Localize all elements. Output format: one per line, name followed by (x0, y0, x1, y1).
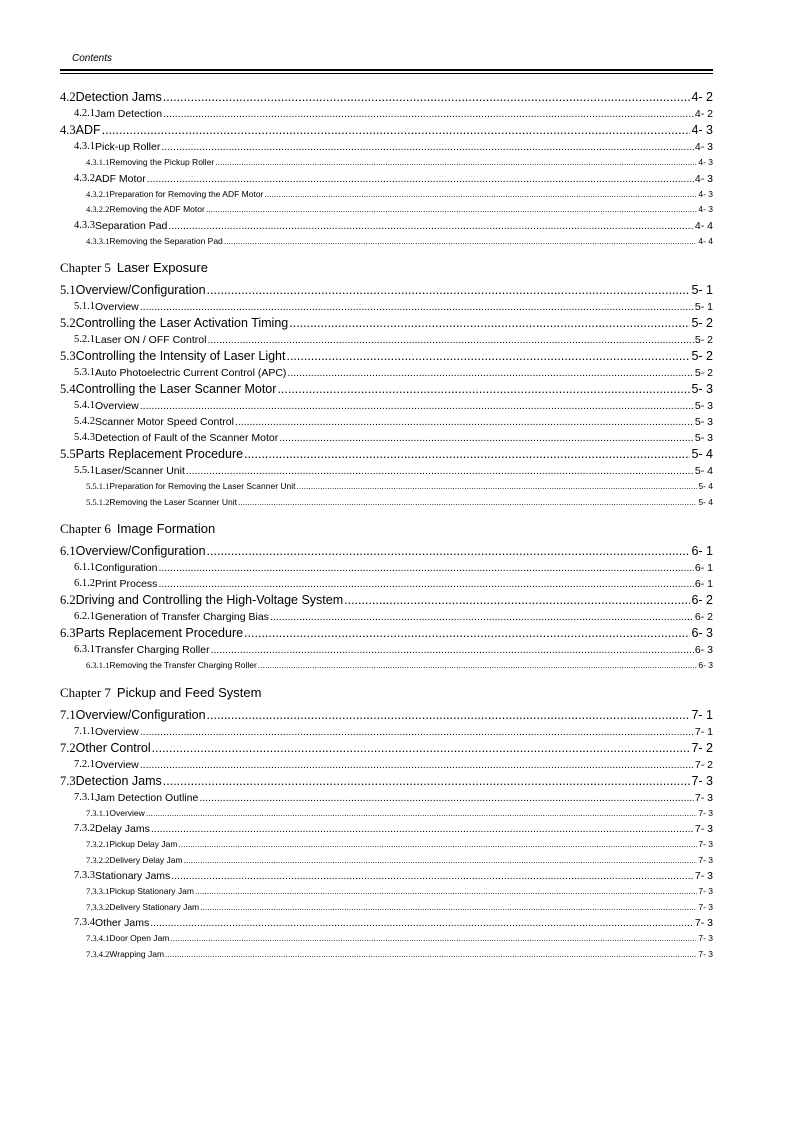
section-title: Laser/Scanner Unit (95, 465, 185, 477)
page-number: 7- 3 (698, 948, 713, 959)
page-number: 7- 2 (691, 740, 713, 755)
page-number: 6- 2 (691, 593, 713, 607)
section-title: Overview (109, 807, 145, 818)
dot-leader (207, 332, 693, 348)
section-title: Separation Pad (95, 219, 168, 232)
chapter-title: Pickup and Feed System (116, 684, 262, 700)
page-number: 4- 4 (698, 235, 713, 246)
dot-leader (186, 463, 694, 479)
section-number: 7.2.1 (74, 758, 95, 770)
section-number: 6.1.1 (74, 562, 95, 573)
dot-leader (102, 122, 691, 139)
dot-leader (244, 625, 690, 642)
section-number: 7.3.2 (74, 823, 95, 834)
section-number: 7.1.1 (74, 725, 95, 737)
section-title: Stationary Jams (95, 870, 171, 882)
header-rule-thin (60, 73, 713, 74)
dot-leader (238, 495, 697, 511)
toc-entry-level-2[interactable] (60, 868, 713, 884)
page-number: 6- 1 (694, 562, 713, 574)
section-number: 5.1.1 (74, 301, 95, 312)
dot-leader (146, 806, 698, 822)
section-number: 6.3.1 (74, 644, 95, 655)
page-number: 7- 3 (691, 773, 713, 788)
page-number: 7- 3 (698, 807, 713, 818)
dot-leader (279, 430, 694, 446)
section-title: Laser ON / OFF Control (95, 334, 207, 346)
toc-entry-level-2[interactable] (60, 365, 713, 381)
section-title: Preparation for Removing the ADF Motor (109, 188, 264, 199)
dot-leader (158, 576, 693, 592)
section-title: Controlling the Intensity of Laser Light (75, 349, 286, 363)
page-number: 5- 1 (691, 283, 713, 297)
chapter-heading (60, 520, 713, 538)
section-number: 5.4.2 (74, 416, 95, 427)
section-number: 5.5 (60, 447, 76, 461)
section-title: Auto Photoelectric Current Control (APC) (95, 367, 287, 379)
section-title: Delivery Stationary Jam (109, 901, 200, 912)
section-title: Preparation for Removing the Laser Scanner Unit (109, 481, 296, 491)
section-number: 7.3.2.1 (86, 839, 110, 849)
page-header-title: Contents (72, 53, 113, 64)
toc-entry-level-1[interactable] (60, 446, 713, 463)
toc-entry-level-3[interactable] (60, 884, 713, 900)
section-number: 7.3.3.2 (86, 901, 110, 912)
page-number: 5- 4 (698, 496, 713, 507)
toc-entry-level-3[interactable] (60, 837, 713, 853)
section-title: Detection Jams (75, 90, 162, 104)
section-number: 6.1 (60, 544, 76, 558)
section-title: Overview/Configuration (75, 544, 206, 558)
toc-entry-level-2[interactable] (60, 915, 713, 931)
toc-entry-level-1[interactable] (60, 707, 713, 724)
dot-leader (163, 89, 691, 106)
dot-leader (140, 757, 694, 773)
page-number: 7- 1 (694, 725, 713, 738)
section-number: 6.3.1.1 (86, 660, 110, 670)
page-number: 5- 2 (694, 334, 713, 346)
section-title: Overview (95, 758, 139, 771)
section-title: Overview (95, 400, 139, 412)
toc-entry-level-3[interactable] (60, 853, 713, 869)
toc-entry-level-3[interactable] (60, 479, 713, 495)
page-number: 6- 1 (691, 544, 713, 558)
section-title: Pick-up Roller (95, 141, 161, 153)
section-number: 4.3.3 (74, 219, 95, 231)
toc-entry-level-2[interactable] (60, 218, 713, 234)
section-number: 7.3.4 (74, 917, 95, 928)
toc-entry-level-3[interactable] (60, 931, 713, 947)
section-title: Delay Jams (95, 823, 150, 835)
dot-leader (244, 446, 690, 463)
toc-entry-level-2[interactable] (60, 790, 713, 806)
dot-leader (264, 187, 697, 203)
page-number: 4- 2 (691, 90, 713, 104)
dot-leader (170, 931, 697, 947)
page-number: 7- 2 (694, 758, 713, 771)
dot-leader (235, 414, 694, 430)
page-number: 4- 3 (698, 204, 713, 214)
section-number: 7.3.3 (74, 870, 95, 881)
section-title: Removing the ADF Motor (109, 204, 205, 214)
section-number: 7.2 (60, 740, 76, 755)
chapter-number: Chapter 5 (60, 260, 111, 275)
section-title: Detection Jams (75, 773, 162, 788)
page-number: 7- 3 (694, 823, 713, 835)
dot-leader (168, 218, 694, 234)
dot-leader (344, 592, 690, 609)
dot-leader (215, 155, 697, 171)
section-number: 5.2 (60, 316, 76, 330)
dot-leader (140, 398, 694, 414)
section-number: 4.3.3.1 (86, 235, 110, 246)
toc-entry-level-1[interactable] (60, 543, 713, 560)
page-number: 6- 3 (691, 626, 713, 640)
dot-leader (151, 821, 694, 837)
dot-leader (206, 202, 698, 218)
dot-leader (158, 560, 693, 576)
section-number: 4.3.2 (74, 172, 95, 184)
section-number: 5.4.1 (74, 400, 95, 411)
dot-leader (270, 609, 694, 625)
dot-leader (152, 740, 691, 757)
dot-leader (150, 915, 694, 931)
dot-leader (207, 707, 691, 724)
toc-entry-level-2[interactable] (60, 609, 713, 625)
chapter-number: Chapter 6 (60, 521, 111, 536)
page-number: 5- 2 (691, 349, 713, 363)
section-number: 4.2 (60, 90, 76, 104)
toc-entry-level-1[interactable] (60, 348, 713, 365)
section-title: Removing the Separation Pad (109, 235, 223, 246)
page-number: 4- 3 (691, 123, 713, 137)
dot-leader (199, 790, 694, 806)
dot-leader (163, 106, 694, 122)
dot-leader (297, 479, 698, 495)
page-number: 7- 3 (698, 886, 713, 896)
dot-leader (211, 642, 694, 658)
section-number: 4.3.2.1 (86, 188, 110, 199)
page-number: 6- 1 (694, 578, 713, 590)
toc-entry-level-3[interactable] (60, 658, 713, 674)
section-title: ADF (75, 123, 101, 137)
section-number: 5.4.3 (74, 432, 95, 443)
page-number: 7- 3 (694, 870, 713, 882)
section-number: 7.3.4.1 (86, 933, 110, 943)
section-title: Jam Detection (95, 108, 163, 120)
toc-entry-level-2[interactable] (60, 463, 713, 479)
page-number: 5- 4 (694, 465, 713, 477)
section-title: Generation of Transfer Charging Bias (95, 611, 269, 623)
section-number: 7.3 (60, 773, 76, 788)
dot-leader (140, 724, 694, 740)
page-number: 4- 3 (698, 188, 713, 199)
dot-leader (286, 348, 690, 365)
toc-entry-level-3[interactable] (60, 234, 713, 250)
toc-entry-level-2[interactable] (60, 414, 713, 430)
dot-leader (178, 837, 697, 853)
page-number: 6- 3 (694, 644, 713, 656)
page-number: 5- 3 (694, 400, 713, 412)
section-title: Pickup Stationary Jam (109, 886, 194, 896)
section-title: Controlling the Laser Scanner Motor (75, 382, 277, 396)
toc-entry-level-2[interactable] (60, 171, 713, 187)
page-number: 7- 3 (698, 854, 713, 865)
toc-entry-level-3[interactable] (60, 947, 713, 963)
page-number: 6- 3 (698, 660, 713, 670)
toc-entry-level-3[interactable] (60, 187, 713, 203)
toc-entry-level-1[interactable] (60, 381, 713, 398)
section-title: Parts Replacement Procedure (75, 447, 244, 461)
section-number: 4.3.1 (74, 141, 95, 152)
toc-entry-level-3[interactable] (60, 900, 713, 916)
toc-entry-level-2[interactable] (60, 642, 713, 658)
page-number: 7- 1 (691, 707, 713, 722)
section-number: 5.3 (60, 349, 76, 363)
dot-leader (207, 543, 691, 560)
chapter-title: Laser Exposure (116, 260, 208, 275)
toc-entry-level-1[interactable] (60, 122, 713, 139)
toc-entry-level-2[interactable] (60, 299, 713, 315)
section-number: 4.3.1.1 (86, 157, 110, 167)
page-number: 5- 3 (694, 432, 713, 444)
section-title: Detection of Fault of the Scanner Motor (95, 432, 279, 444)
section-number: 7.3.1 (74, 791, 95, 803)
section-title: Configuration (95, 562, 158, 574)
section-title: Scanner Motor Speed Control (95, 416, 234, 428)
toc-entry-level-1[interactable] (60, 315, 713, 332)
toc-entry-level-1[interactable] (60, 592, 713, 609)
section-number: 5.5.1.2 (86, 496, 110, 507)
page-number: 6- 2 (694, 611, 713, 623)
section-title: Removing the Pickup Roller (109, 157, 215, 167)
section-number: 6.1.2 (74, 578, 95, 589)
dot-leader (224, 234, 698, 250)
dot-leader (171, 868, 694, 884)
section-title: Delivery Delay Jam (109, 854, 183, 865)
toc-entry-level-2[interactable] (60, 332, 713, 348)
section-title: Wrapping Jam (109, 948, 165, 959)
page-number: 5- 2 (694, 367, 713, 379)
page-number: 4- 2 (694, 108, 713, 120)
chapter-title: Image Formation (116, 521, 216, 536)
header-rule-thick (60, 69, 713, 71)
section-number: 4.2.1 (74, 108, 95, 119)
section-number: 6.2.1 (74, 611, 95, 622)
section-number: 7.3.4.2 (86, 948, 110, 959)
section-number: 5.5.1.1 (86, 481, 110, 491)
section-number: 4.3.2.2 (86, 204, 110, 214)
dot-leader (195, 884, 697, 900)
page-number: 5- 4 (698, 481, 713, 491)
toc-entry-level-2[interactable] (60, 430, 713, 446)
page-number: 5- 4 (691, 447, 713, 461)
section-number: 5.3.1 (74, 367, 95, 378)
toc-entry-level-2[interactable] (60, 757, 713, 773)
page-number: 7- 3 (694, 917, 713, 929)
toc-entry-level-3[interactable] (60, 495, 713, 511)
dot-leader (165, 947, 697, 963)
page-number: 4- 4 (694, 219, 713, 232)
toc-entry-level-2[interactable] (60, 139, 713, 155)
toc-entry-level-2[interactable] (60, 560, 713, 576)
toc-entry-level-1[interactable] (60, 89, 713, 106)
section-title: ADF Motor (95, 172, 146, 185)
dot-leader (147, 171, 694, 187)
section-title: Pickup Delay Jam (109, 839, 178, 849)
dot-leader (289, 315, 690, 332)
section-number: 7.1 (60, 707, 76, 722)
dot-leader (287, 365, 693, 381)
toc-entry-level-3[interactable] (60, 202, 713, 218)
section-title: Other Control (75, 740, 151, 755)
table-of-contents (60, 89, 713, 962)
page-number: 7- 3 (694, 791, 713, 804)
section-title: Driving and Controlling the High-Voltage System (75, 593, 344, 607)
toc-entry-level-3[interactable] (60, 806, 713, 822)
section-title: Print Process (95, 578, 158, 590)
dot-leader (184, 853, 698, 869)
section-title: Transfer Charging Roller (95, 644, 210, 656)
section-title: Overview/Configuration (75, 283, 206, 297)
dot-leader (207, 282, 691, 299)
chapter-heading (60, 684, 713, 702)
section-number: 5.4 (60, 382, 76, 396)
section-number: 7.3.3.1 (86, 886, 110, 896)
section-title: Overview/Configuration (75, 707, 206, 722)
page-number: 7- 3 (698, 839, 713, 849)
toc-entry-level-1[interactable] (60, 773, 713, 790)
toc-entry-level-2[interactable] (60, 398, 713, 414)
page-number: 5- 3 (691, 382, 713, 396)
section-title: Controlling the Laser Activation Timing (75, 316, 289, 330)
page-number: 7- 3 (698, 933, 713, 943)
toc-entry-level-1[interactable] (60, 740, 713, 757)
section-title: Jam Detection Outline (95, 791, 199, 804)
page-number: 5- 2 (691, 316, 713, 330)
section-number: 6.3 (60, 626, 76, 640)
section-number: 4.3 (60, 123, 76, 137)
section-title: Removing the Laser Scanner Unit (109, 496, 237, 507)
toc-entry-level-3[interactable] (60, 155, 713, 171)
section-title: Door Open Jam (109, 933, 170, 943)
section-number: 5.2.1 (74, 334, 95, 345)
toc-entry-level-2[interactable] (60, 106, 713, 122)
section-title: Overview (95, 725, 139, 738)
section-title: Other Jams (95, 917, 150, 929)
section-number: 7.3.1.1 (86, 807, 110, 818)
dot-leader (200, 900, 697, 916)
section-title: Overview (95, 301, 139, 313)
dot-leader (161, 139, 694, 155)
toc-entry-level-1[interactable] (60, 282, 713, 299)
dot-leader (277, 381, 690, 398)
toc-entry-level-2[interactable] (60, 724, 713, 740)
dot-leader (140, 299, 694, 315)
page-number: 7- 3 (698, 901, 713, 912)
toc-entry-level-2[interactable] (60, 576, 713, 592)
chapter-number: Chapter 7 (60, 684, 111, 700)
section-title: Removing the Transfer Charging Roller (109, 660, 257, 670)
section-number: 5.5.1 (74, 465, 95, 476)
chapter-heading (60, 259, 713, 277)
section-number: 5.1 (60, 283, 76, 297)
page-number: 4- 3 (698, 157, 713, 167)
toc-entry-level-1[interactable] (60, 625, 713, 642)
toc-entry-level-2[interactable] (60, 821, 713, 837)
section-number: 6.2 (60, 593, 76, 607)
dot-leader (258, 658, 698, 674)
page-number: 4- 3 (694, 141, 713, 153)
page-number: 4- 3 (694, 172, 713, 185)
page-number: 5- 3 (694, 416, 713, 428)
section-title: Parts Replacement Procedure (75, 626, 244, 640)
section-number: 7.3.2.2 (86, 854, 110, 865)
page-number: 5- 1 (694, 301, 713, 313)
dot-leader (163, 773, 691, 790)
